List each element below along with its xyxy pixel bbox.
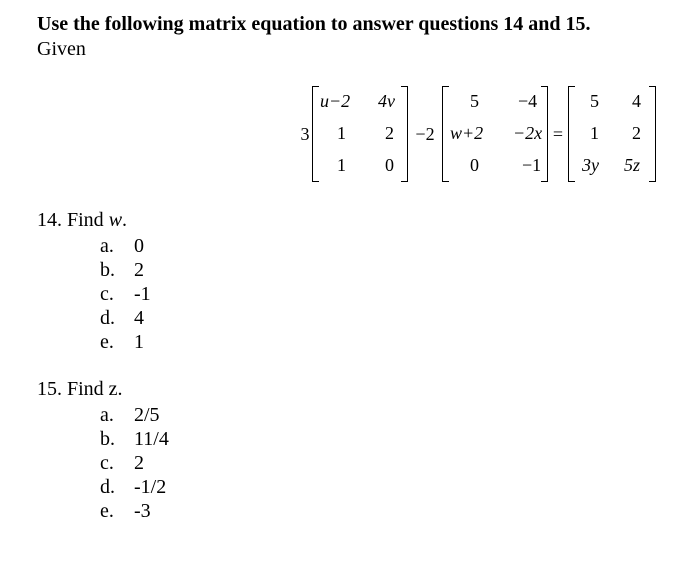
matrix-c-cell-1-1: 2 (632, 123, 641, 143)
matrix-b-cell-1-1: −2x (513, 123, 543, 143)
matrix-b (442, 86, 548, 182)
question-15-option-c[interactable]: c. 2 (100, 452, 144, 474)
matrix-c-right-bracket (649, 86, 656, 182)
matrix-a-right-bracket (401, 86, 408, 182)
question-14-option-d[interactable]: d. 4 (100, 307, 144, 329)
matrix-c-cell-0-0: 5 (590, 91, 599, 111)
matrix-b-cell-2-1: −1 (522, 155, 542, 175)
matrix-a-cell-1-1: 2 (385, 123, 394, 143)
matrix-c-cell-2-1: 5z (624, 155, 641, 175)
question-15-option-a[interactable]: a. 2/5 (100, 404, 160, 426)
matrix-a-cell-2-0: 1 (337, 155, 346, 175)
instructions-heading: Use the following matrix equation to answer questions 14 and 15. (37, 13, 591, 35)
matrix-a (312, 86, 408, 182)
matrix-c-left-bracket (568, 86, 575, 182)
question-15-title: 15. Find z. (37, 378, 123, 400)
matrix-c (568, 86, 656, 182)
matrix-a-left-bracket (312, 86, 319, 182)
matrix-b-cell-2-0: 0 (470, 155, 479, 175)
operator-minus-two: −2 (415, 123, 435, 144)
matrix-b-cell-1-0: w+2 (450, 123, 484, 143)
matrix-c-cell-1-0: 1 (590, 123, 599, 143)
scalar-three: 3 (300, 123, 310, 144)
matrix-c-cell-0-1: 4 (632, 91, 641, 111)
question-14-option-a[interactable]: a. 0 (100, 235, 144, 257)
question-15-option-b[interactable]: b. 11/4 (100, 428, 169, 450)
given-label: Given (37, 38, 86, 60)
question-15-option-d[interactable]: d. -1/2 (100, 476, 167, 498)
question-14-option-b[interactable]: b. 2 (100, 259, 144, 281)
matrix-c-cell-2-0: 3y (582, 155, 599, 175)
matrix-a-cell-1-0: 1 (337, 123, 346, 143)
question-14-title: 14. Find w. (37, 209, 128, 231)
matrix-a-cell-0-0: u−2 (320, 91, 351, 111)
equals-sign: = (552, 123, 564, 144)
matrix-b-cell-0-1: −4 (518, 91, 538, 111)
question-14-option-e[interactable]: e. 1 (100, 331, 144, 353)
matrix-a-cell-0-1: 4v (378, 91, 395, 111)
question-14-option-c[interactable]: c. -1 (100, 283, 151, 305)
matrix-b-left-bracket (442, 86, 449, 182)
matrix-b-cell-0-0: 5 (470, 91, 479, 111)
question-15-option-e[interactable]: e. -3 (100, 500, 151, 522)
matrix-a-cell-2-1: 0 (385, 155, 394, 175)
